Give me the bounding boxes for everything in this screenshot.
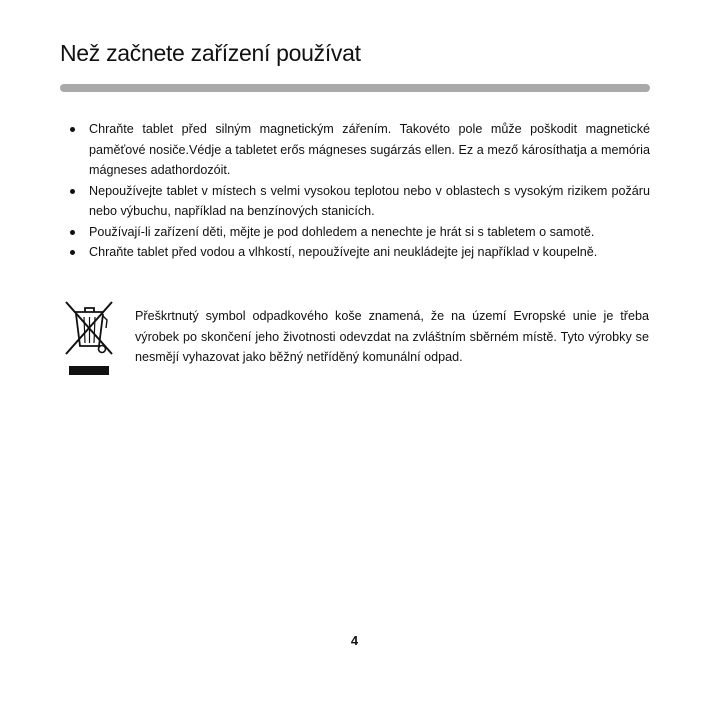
page-number: 4 — [350, 633, 359, 648]
safety-item-heat: Nepoužívejte tablet v místech s velmi vysokou teplotou nebo v oblastech s vysokým rizikem požáru nebo výbuchu, například na benzínových stanicích. — [66, 181, 650, 222]
safety-item-magnetic: Chraňte tablet před silným magnetickým zářením. Takovéto pole může poškodit magnetické paměťové nosiče.Védje a tabletet erős mágneses sugárzás ellen. Ez a mező károsíthatja a memória mágneses adathordozóit. — [66, 119, 650, 181]
safety-item-water: Chraňte tablet před vodou a vlhkostí, nepoužívejte ani neukládejte jej například v koupelně. — [66, 242, 650, 263]
safety-item-children: Používají-li zařízení děti, mějte je pod dohledem a nenechte je hrát si s tabletem o samotě. — [66, 222, 650, 243]
weee-disposal-notice: Přeškrtnutý symbol odpadkového koše znamená, že na území Evropské unie je třeba výrobek po skončení jeho životnosti odevzdat na zvláštním sběrném místě. Tyto výrobky se nesmějí vyhazovat jako běžný netříděný komunální odpad. — [135, 309, 649, 364]
page-title: Než začnete zařízení používat — [60, 40, 361, 66]
crossed-out-wheelie-bin-icon — [62, 300, 116, 380]
safety-list — [66, 119, 650, 263]
title-divider — [60, 84, 650, 92]
